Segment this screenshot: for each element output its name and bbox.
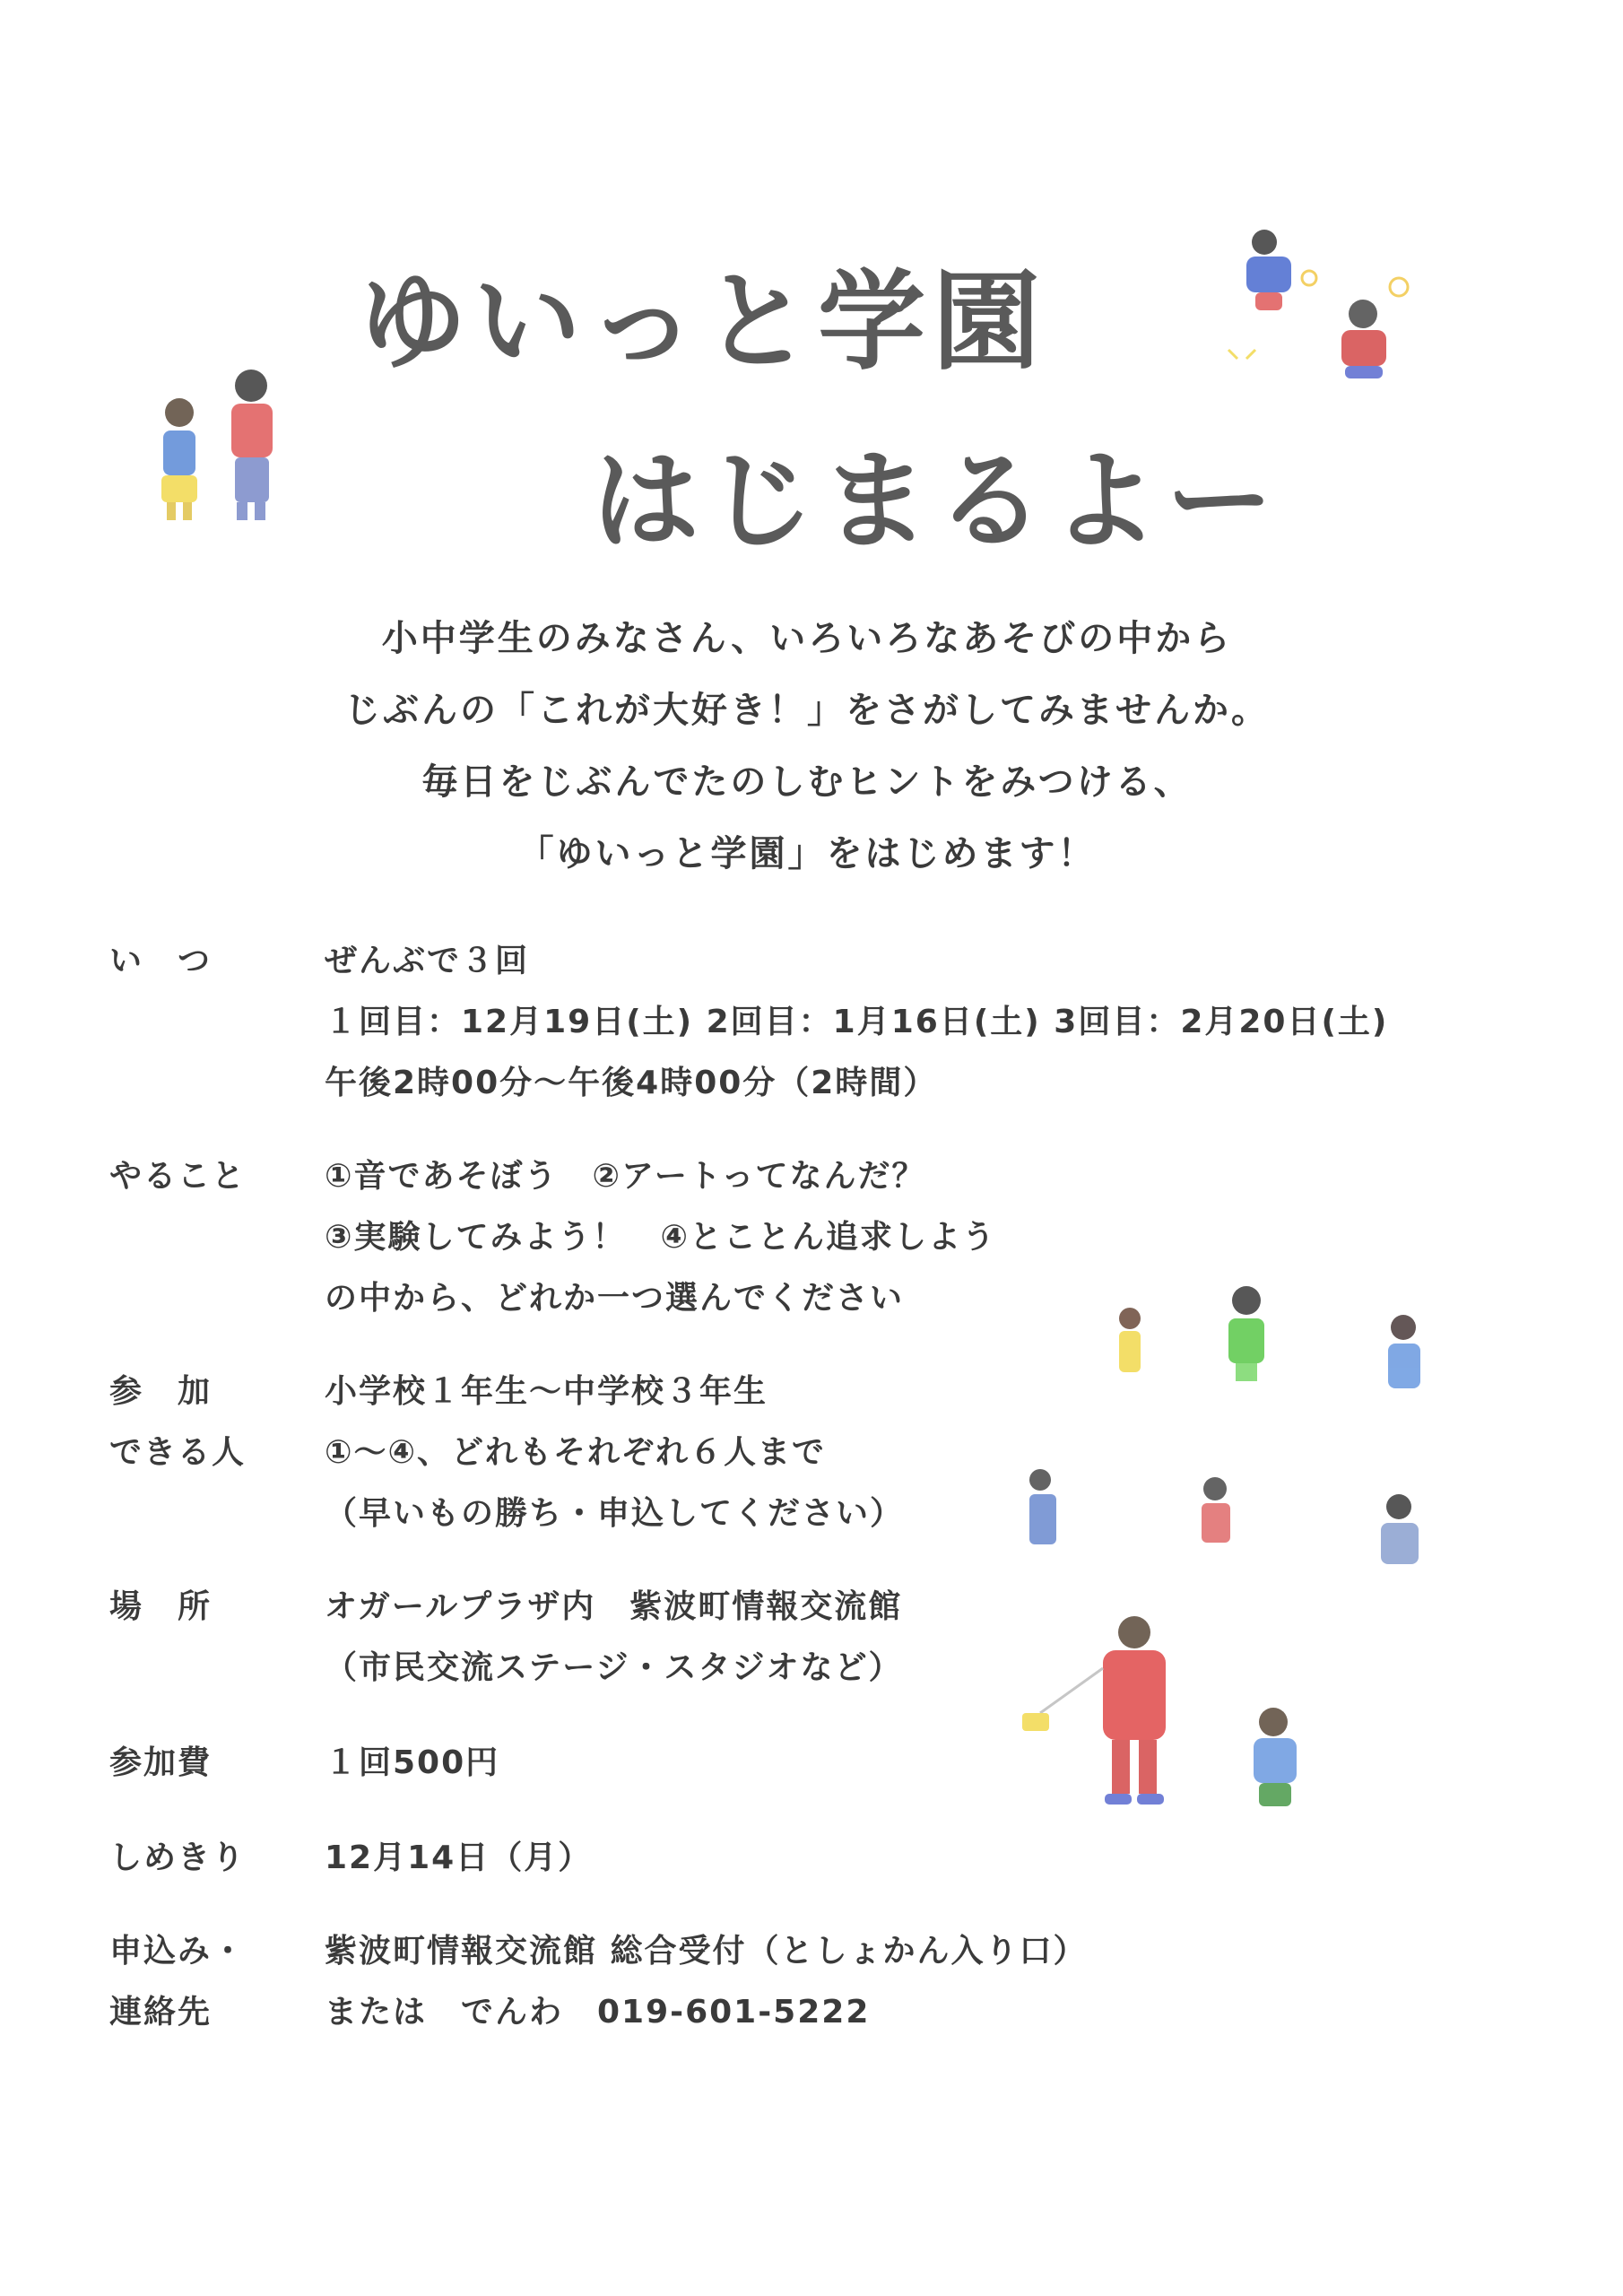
- intro-line: じぶんの「これが大好き！」をさがしてみませんか。: [344, 690, 1270, 731]
- place-line: オガールプラザ内 紫波町情報交流館: [325, 1588, 903, 1625]
- when-line: １回目：12月19日(土) 2回目：1月16日(土) 3回目：2月20日(土): [325, 1004, 1389, 1040]
- eligible-line: （早いもの勝ち・申込してください）: [325, 1495, 905, 1532]
- activities-line: ③実験してみよう！ ④とことん追求しよう: [325, 1219, 996, 1256]
- contact-label-2: 連絡先: [109, 1994, 213, 2031]
- intro-line: 毎日をじぶんでたのしむヒントをみつける、: [421, 761, 1193, 803]
- contact-line: 紫波町情報交流館 総合受付（としょかん入り口）: [325, 1933, 1088, 1970]
- activities-line: ①音であそぼう ②アートってなんだ？: [325, 1158, 926, 1195]
- children-illustration-bottom-right: [1004, 1274, 1471, 1830]
- when-line: 午後2時00分～午後4時00分（2時間）: [325, 1065, 938, 1101]
- intro-line: 「ゆいっと学園」をはじめます！: [517, 833, 1097, 874]
- eligible-label-2: できる人: [109, 1434, 247, 1471]
- when-label: い つ: [109, 943, 213, 979]
- fee-label: 参加費: [109, 1744, 213, 1781]
- eligible-line: ①～④、どれもそれぞれ６人まで: [325, 1434, 826, 1471]
- children-illustration-top-right: [1211, 224, 1426, 395]
- title-line-1: ゆいっと学園: [359, 260, 1047, 385]
- intro-text: [224, 603, 1390, 890]
- place-line: （市民交流ステージ・スタジオなど）: [325, 1649, 903, 1686]
- fee-line: １回500円: [325, 1744, 500, 1781]
- intro-line: 小中学生のみなさん、いろいろなあそびの中から: [381, 618, 1233, 659]
- activities-label: やること: [109, 1158, 247, 1195]
- children-illustration-left: [143, 359, 305, 547]
- eligible-label-1: 参 加: [109, 1373, 213, 1410]
- deadline-value: [325, 1828, 1580, 1889]
- activities-line: の中から、どれか一つ選んでください: [325, 1280, 905, 1317]
- when-line: ぜんぶで３回: [325, 943, 530, 979]
- title-line-2: はじまるよー: [592, 439, 1280, 564]
- deadline-line: 12月14日（月）: [325, 1839, 593, 1876]
- when-value: [325, 931, 1580, 1114]
- eligible-line: 小学校１年生～中学校３年生: [325, 1373, 768, 1410]
- contact-value: [325, 1921, 1580, 2043]
- place-label: 場 所: [109, 1588, 213, 1625]
- deadline-label: しめきり: [109, 1839, 247, 1876]
- contact-line: または でんわ 019-601-5222: [325, 1994, 871, 2031]
- contact-label-1: 申込み・: [109, 1933, 247, 1970]
